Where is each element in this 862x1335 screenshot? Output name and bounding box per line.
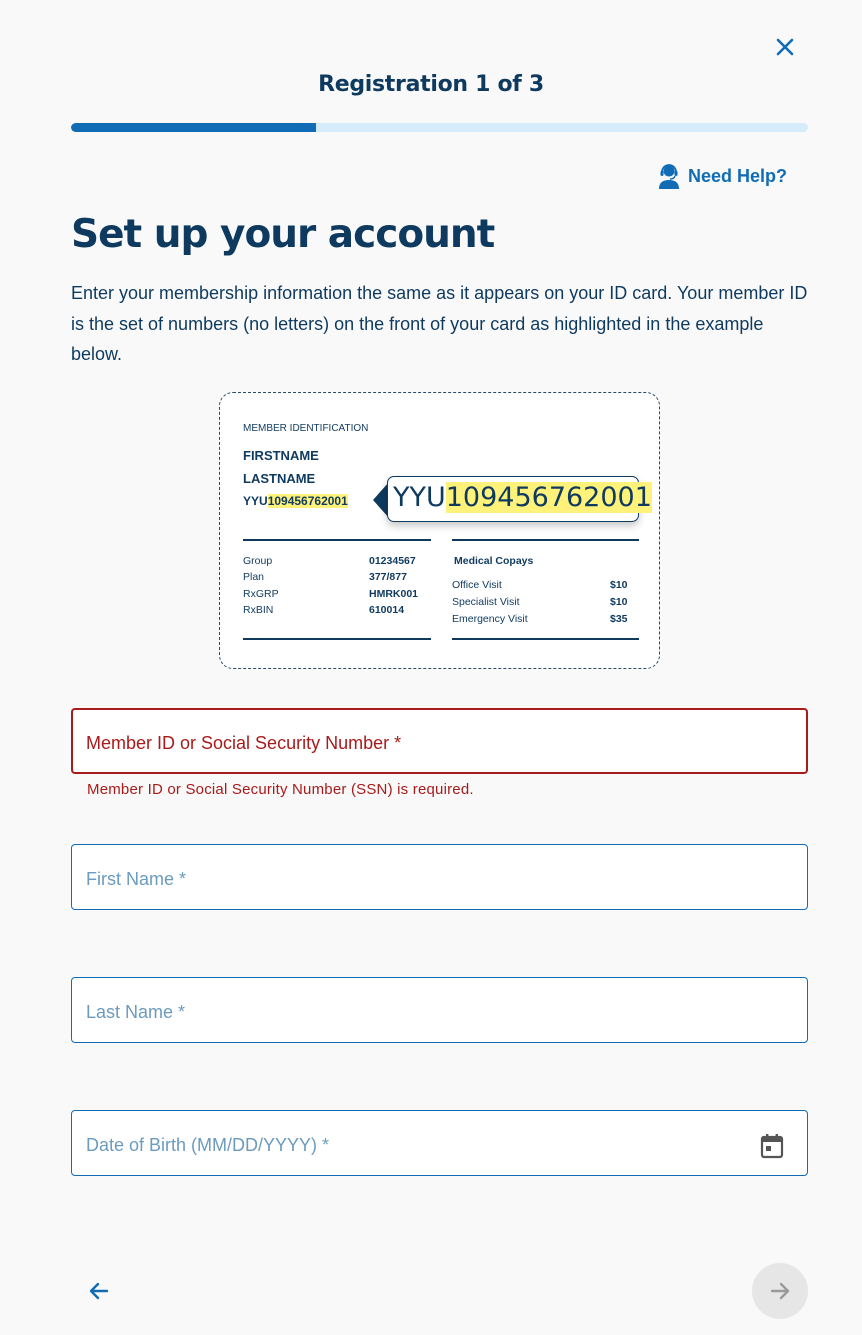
- card-row-value: HMRK001: [369, 588, 419, 600]
- card-row-value: $10: [610, 596, 628, 608]
- last-name-input[interactable]: [71, 977, 808, 1043]
- date-of-birth-input[interactable]: [71, 1110, 808, 1176]
- date-of-birth-label: Date of Birth (MM/DD/YYYY) *: [86, 1135, 330, 1155]
- arrow-left-icon: [88, 1280, 110, 1302]
- id-card-example: [219, 392, 660, 669]
- card-row-label: RxGRP: [243, 588, 279, 600]
- card-divider: [243, 539, 431, 541]
- first-name-label: First Name *: [86, 869, 187, 889]
- intro-text: Enter your membership information the same as it appears on your ID card. Your member ID is the set of numbers (no letters) on the front of your card as highlighted in the example below.: [71, 283, 808, 364]
- card-row-value: 377/877: [369, 571, 407, 583]
- member-id-input[interactable]: [71, 708, 808, 774]
- close-button[interactable]: [770, 32, 800, 62]
- copays-title: Medical Copays: [454, 555, 534, 567]
- card-header: MEMBER IDENTIFICATION: [243, 423, 369, 434]
- card-last-name: LASTNAME: [243, 471, 316, 486]
- next-button[interactable]: [752, 1263, 808, 1319]
- need-help-link[interactable]: [658, 160, 787, 192]
- card-divider: [452, 638, 639, 640]
- card-row-label: Group: [243, 555, 273, 567]
- card-row-value: $35: [610, 613, 628, 625]
- support-agent-icon: [658, 163, 680, 189]
- page-title: Set up your account: [71, 212, 495, 257]
- need-help-label: Need Help?: [688, 165, 788, 186]
- step-title: Registration 1 of 3: [318, 72, 544, 97]
- progress-bar: [71, 123, 808, 132]
- card-id-number: 109456762001: [267, 494, 348, 508]
- card-row-label: RxBIN: [243, 604, 274, 616]
- card-row-label: Specialist Visit: [452, 596, 520, 608]
- card-row-label: Emergency Visit: [452, 613, 528, 625]
- last-name-label: Last Name *: [86, 1002, 186, 1022]
- arrow-right-icon: [769, 1280, 791, 1302]
- callout-id-number: 109456762001: [445, 482, 652, 513]
- card-row-label: Office Visit: [452, 579, 502, 591]
- card-divider: [243, 638, 431, 640]
- calendar-icon[interactable]: [760, 1133, 784, 1159]
- callout-id-prefix: YYU: [393, 482, 446, 513]
- member-id-error: Member ID or Social Security Number (SSN) is required.: [87, 781, 474, 798]
- member-id-label: Member ID or Social Security Number *: [86, 733, 402, 753]
- progress-fill: [71, 123, 316, 132]
- card-row-value: 01234567: [369, 555, 416, 567]
- close-icon: [770, 32, 800, 62]
- card-id-prefix: YYU: [243, 494, 268, 508]
- first-name-input[interactable]: [71, 844, 808, 910]
- member-id-callout: [387, 476, 652, 522]
- card-row-value: 610014: [369, 604, 405, 616]
- card-first-name: FIRSTNAME: [243, 448, 319, 463]
- card-row-value: $10: [610, 579, 628, 591]
- card-row-label: Plan: [243, 571, 265, 583]
- card-divider: [452, 539, 639, 541]
- back-button[interactable]: [80, 1272, 118, 1310]
- card-member-id: [243, 494, 348, 508]
